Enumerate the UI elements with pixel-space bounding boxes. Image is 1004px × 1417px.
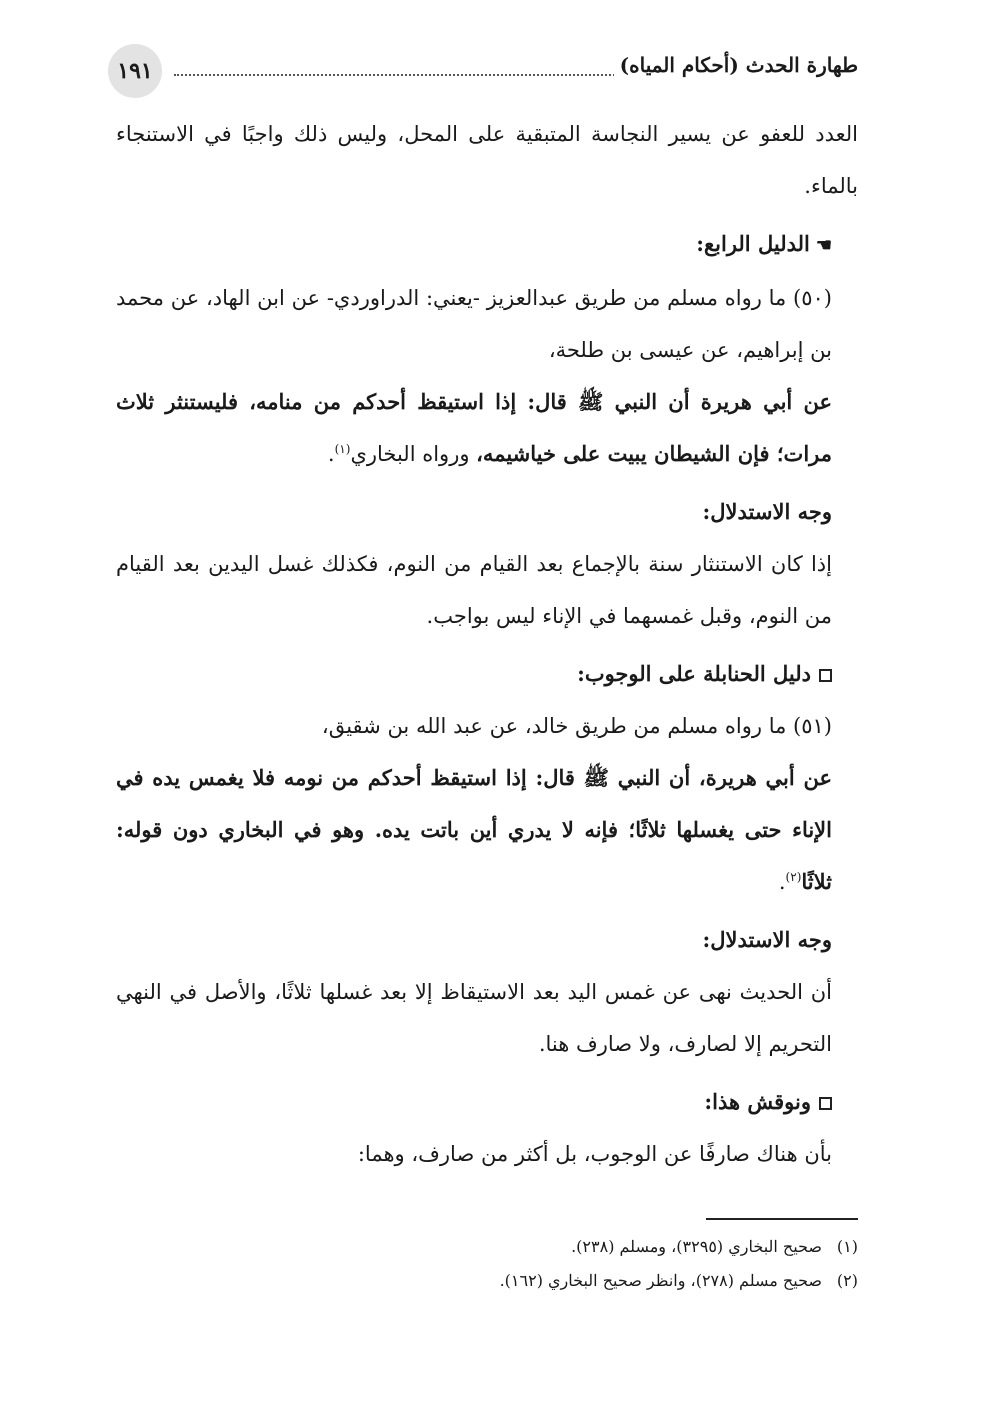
hadith-text: عن أبي هريرة أن النبي ﷺ قال: إذا استيقظ أحدكم من منامه، فليستنثر ثلاث مرات؛ فإن الشيطان يبيت على خياشيمه، <box>116 389 832 466</box>
footnote-ref-2[interactable]: (٢) <box>785 870 802 884</box>
footnote-separator <box>706 1218 858 1220</box>
page-body <box>116 108 858 1180</box>
running-title: طهارة الحدث (أحكام المياه) <box>614 53 858 77</box>
footnote-number: (٢) <box>836 1271 858 1290</box>
pointing-hand-icon: ☚ <box>815 235 832 256</box>
paragraph-1: العدد للعفو عن يسير النجاسة المتبقية على المحل، وليس ذلك واجبًا في الاستنجاء بالماء. <box>116 122 858 198</box>
paragraph-discussion: بأن هناك صارفًا عن الوجوب، بل أكثر من صارف، وهما: <box>357 1142 832 1166</box>
footnote-2 <box>116 1264 858 1298</box>
heading-discussion <box>116 1076 858 1128</box>
hadith-source: ورواه البخاري <box>350 442 477 466</box>
heading-text: الدليل الرابع: <box>696 231 810 256</box>
paragraph-inference-1: إذا كان الاستنثار سنة بالإجماع بعد القيام من النوم، فكذلك غسل اليدين بعد القيام من النوم، وقبل غمسهما في الإناء ليس بواجب. <box>116 552 832 628</box>
footnote-number: (١) <box>836 1237 858 1256</box>
page-number: ١٩١ <box>108 44 162 98</box>
paragraph-hadith-51: (٥١) ما رواه مسلم من طريق خالد، عن عبد الله بن شقيق، <box>321 714 832 738</box>
paragraph-inference-2: أن الحديث نهى عن غمس اليد بعد الاستيقاظ إلا بعد غسلها ثلاثًا، والأصل في النهي التحريم إلا لصارف، ولا صارف هنا. <box>116 980 832 1056</box>
period: . <box>778 870 786 894</box>
paragraph-hadith-50-text <box>116 376 858 480</box>
heading-hanbali-evidence <box>116 648 858 700</box>
hadith-text: عن أبي هريرة، أن النبي ﷺ قال: إذا استيقظ أحدكم من نومه فلا يغمس يده في الإناء حتى يغسلها ثلاثًا؛ فإنه لا يدري أين باتت يده. وهو في البخاري دون قوله: ثلاثًا <box>116 765 832 894</box>
heading-fourth-evidence <box>116 218 858 272</box>
heading-inference-2: وجه الاستدلال: <box>702 927 832 952</box>
footnote-1 <box>116 1230 858 1264</box>
footnote-text: صحيح البخاري (٣٢٩٥)، ومسلم (٢٣٨). <box>571 1237 822 1256</box>
page-header <box>108 44 858 104</box>
period: . <box>327 442 335 466</box>
heading-inference-1: وجه الاستدلال: <box>702 499 832 524</box>
paragraph-hadith-50: (٥٠) ما رواه مسلم من طريق عبدالعزيز -يعني: الدراوردي- عن ابن الهاد، عن محمد بن إبراهيم، عن عيسى بن طلحة، <box>116 286 832 362</box>
footnotes <box>116 1230 858 1298</box>
heading-text: ونوقش هذا: <box>704 1089 811 1114</box>
paragraph-hadith-51-text <box>116 752 858 908</box>
checkbox-square-icon <box>819 1097 832 1110</box>
heading-text: دليل الحنابلة على الوجوب: <box>577 661 811 686</box>
footnote-ref-1[interactable]: (١) <box>334 442 351 456</box>
footnote-text: صحيح مسلم (٢٧٨)، وانظر صحيح البخاري (١٦٢). <box>499 1271 822 1290</box>
checkbox-square-icon <box>819 669 832 682</box>
